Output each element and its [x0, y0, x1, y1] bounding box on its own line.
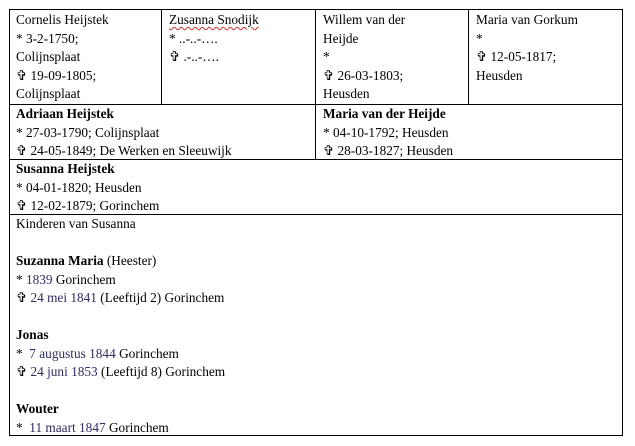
death-line: ✞ 12-02-1879; Gorinchem [16, 198, 160, 213]
birth-place: Gorinchem [108, 419, 169, 435]
birth-line: * 3-2-1750; [16, 30, 79, 46]
death-age: (Leeftijd 8) [101, 364, 162, 379]
birth-line: * [476, 30, 483, 46]
children-heading: Kinderen van Susanna [16, 216, 136, 231]
grandparent-cell [169, 11, 313, 67]
child-note: (Heester) [106, 253, 157, 268]
death-place: Heusden [476, 67, 523, 83]
person-name: Cornelis Heijstek [16, 12, 109, 27]
person-name: Susanna Heijstek [16, 161, 115, 176]
death-place: Colijnsplaat [16, 86, 81, 101]
table-border-left [9, 9, 10, 436]
birth-place: Gorinchem [119, 345, 179, 361]
birth-date: 11 maart 1847 [29, 419, 106, 435]
birth-place: Colijnsplaat [16, 49, 81, 64]
children-cell [16, 215, 616, 437]
death-mark: ✞ [16, 364, 31, 379]
death-line: ✞ 28-03-1827; Heusden [323, 143, 454, 158]
death-date: 24 juni 1853 [30, 364, 98, 379]
grandparent-cell [16, 11, 160, 104]
table-border-right [622, 9, 623, 436]
spacer [16, 382, 616, 401]
death-line: ✞ 26-03-1803; [323, 67, 404, 83]
child-birth-line [16, 271, 616, 290]
col-divider-2 [315, 9, 316, 159]
parent-cell [323, 105, 621, 161]
birth-line: * ..-..-…. [169, 30, 218, 46]
death-place: Gorinchem [165, 364, 226, 379]
child-death-line [16, 289, 616, 308]
child-name: Jonas [16, 327, 49, 342]
birth-place: Gorinchem [55, 271, 116, 287]
subject-cell [16, 160, 616, 216]
spacer [16, 308, 616, 327]
death-line: ✞ 12-05-1817; [476, 49, 557, 64]
death-line: ✞ 19-09-1805; [16, 67, 97, 83]
birth-mark: * [16, 271, 26, 287]
person-name: Maria van Gorkum [476, 12, 578, 27]
grandparent-cell [476, 11, 620, 85]
birth-date: 7 augustus 1844 [29, 345, 116, 361]
child-name-line [16, 400, 616, 419]
spacer [16, 234, 616, 253]
death-line: ✞ .-..-…. [169, 49, 219, 64]
child-name-line [16, 252, 616, 271]
death-age: (Leeftijd 2) [100, 290, 162, 305]
birth-mark: * [16, 419, 30, 435]
birth-line: * 27-03-1790; Colijnsplaat [16, 124, 160, 140]
genealogy-table [9, 9, 623, 436]
person-name: Willem van der [323, 12, 406, 27]
person-name-line [169, 11, 313, 30]
death-date: 24 mei 1841 [30, 290, 97, 305]
death-line: ✞ 24-05-1849; De Werken en Sleeuwijk [16, 143, 232, 158]
child-death-line [16, 363, 616, 382]
child-name: Suzanna Maria [16, 253, 104, 268]
grandparent-cell [323, 11, 467, 104]
child-name: Wouter [16, 401, 59, 416]
col-divider-3 [468, 9, 469, 104]
person-name: Adriaan Heijstek [16, 106, 114, 121]
child-name-line [16, 326, 616, 345]
parent-cell [16, 105, 314, 161]
table-border-top [9, 9, 623, 10]
death-place: Gorinchem [164, 290, 225, 305]
child-birth-line [16, 345, 616, 364]
person-name: Maria van der Heijde [323, 106, 446, 121]
birth-line: * [323, 49, 330, 64]
person-name-continued: Heijde [323, 30, 359, 46]
death-mark: ✞ [16, 290, 31, 305]
child-birth-line [16, 419, 616, 438]
death-place: Heusden [323, 86, 370, 101]
birth-line: * 04-01-1820; Heusden [16, 179, 142, 195]
birth-date: 1839 [25, 271, 53, 287]
birth-line: * 04-10-1792; Heusden [323, 124, 449, 140]
person-name: Zusanna Snodijk [169, 12, 259, 27]
birth-mark: * [16, 345, 30, 361]
col-divider-1 [161, 9, 162, 104]
